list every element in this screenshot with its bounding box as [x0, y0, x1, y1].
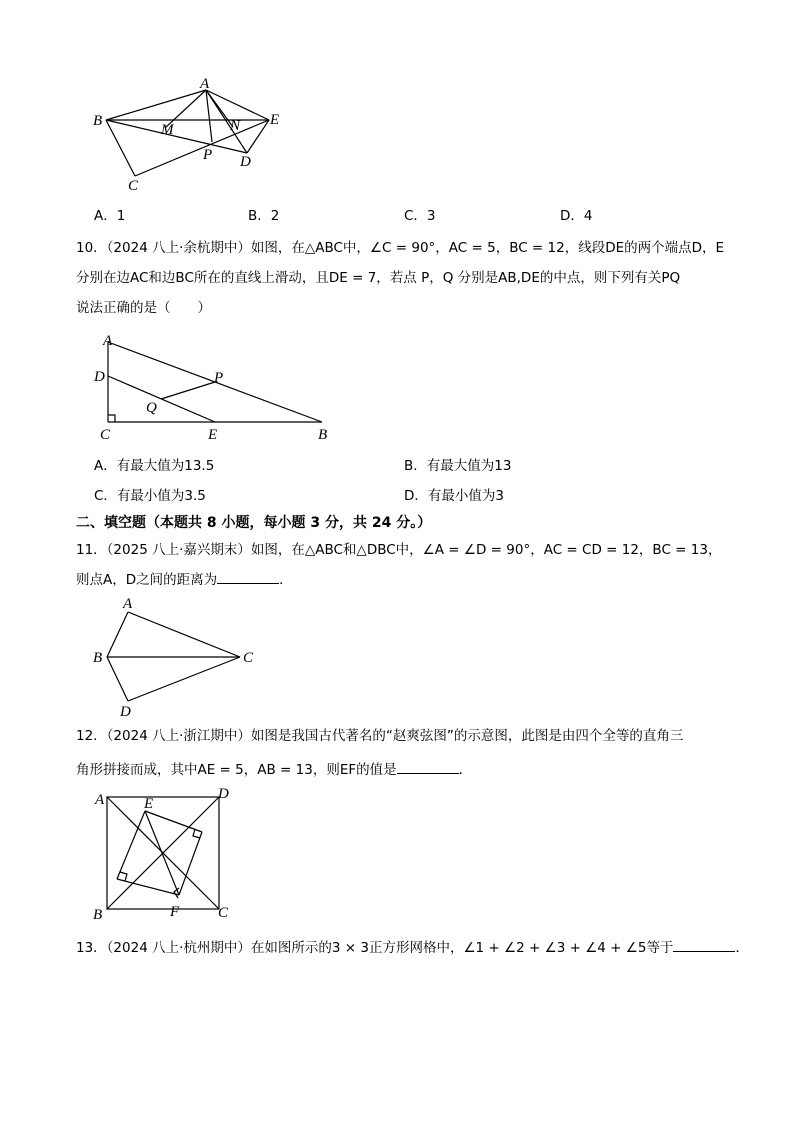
label-p: P: [203, 147, 213, 163]
label-d: D: [240, 154, 251, 170]
q10-option-b: B．有最大值为13: [404, 458, 512, 474]
q12-line-1: 12．（2024 八上·浙江期中）如图是我国古代著名的“赵爽弦图”的示意图，此图是由四个全等的直角三: [76, 728, 684, 744]
q10-line-2: 分别在边AC和边BC所在的直线上滑动，且DE = 7，若点 P，Q 分别是AB,DE的中点，则下列有关PQ: [76, 270, 681, 286]
label-d: D: [218, 786, 229, 802]
label-e: E: [270, 112, 280, 128]
label-n: N: [230, 118, 241, 134]
label-c: C: [243, 650, 254, 666]
figure-q11: [90, 596, 270, 721]
answer-blank: [397, 759, 459, 774]
label-a: A: [95, 792, 105, 808]
label-e: E: [208, 427, 218, 443]
figure-q9: [85, 78, 295, 193]
period: ．: [458, 762, 473, 778]
answer-blank: [673, 937, 735, 952]
answer-blank: [217, 569, 279, 584]
q13-line-1: [76, 937, 749, 958]
q12-text: 角形拼接而成，其中AE = 5，AB = 13，则EF的值是: [76, 762, 397, 778]
label-a: A: [200, 78, 210, 92]
q9-option-a: A．1: [94, 208, 126, 224]
label-p: P: [214, 370, 224, 386]
label-a: A: [103, 333, 113, 349]
label-c: C: [218, 905, 229, 921]
q9-option-b: B．2: [248, 208, 280, 224]
period: ．: [735, 940, 749, 956]
label-f: F: [170, 904, 180, 920]
q10-line-1: 10．（2024 八上·余杭期中）如图，在△ABC中，∠C = 90°，AC = 5，BC = 12，线段DE的两个端点D，E: [76, 240, 725, 256]
label-q: Q: [146, 400, 157, 416]
label-b: B: [93, 650, 103, 666]
label-e: E: [144, 796, 154, 812]
q10-line-3: 说法正确的是（ ）: [76, 300, 211, 316]
q13-text: 13．（2024 八上·杭州期中）在如图所示的3 × 3正方形网格中，∠1 + ∠2 + ∠3 + ∠4 + ∠5等于: [76, 940, 674, 956]
q9-option-d: D．4: [560, 208, 593, 224]
label-d: D: [94, 369, 105, 385]
label-b: B: [93, 907, 103, 923]
label-c: C: [128, 178, 139, 193]
label-c: C: [100, 427, 111, 443]
q10-option-a: A．有最大值为13.5: [94, 458, 215, 474]
q11-line-2: [76, 569, 293, 590]
period: ．: [279, 572, 293, 588]
q10-option-d: D．有最小值为3: [404, 488, 504, 504]
figure-q10: [90, 330, 350, 445]
label-b: B: [93, 113, 103, 129]
label-b: B: [318, 427, 328, 443]
q10-option-c: C．有最小值为3.5: [94, 488, 206, 504]
q12-line-2: [76, 759, 472, 780]
q11-line-1: 11．（2025 八上·嘉兴期末）如图，在△ABC和△DBC中，∠A = ∠D = 90°，AC = CD = 12，BC = 13，: [76, 542, 722, 558]
q11-text: 则点A，D之间的距离为: [76, 572, 218, 588]
label-m: M: [161, 122, 174, 138]
figure-q12: [90, 786, 240, 926]
label-a: A: [123, 596, 133, 612]
label-d: D: [120, 704, 131, 720]
section-heading-fill-in: 二、填空题（本题共 8 小题，每小题 3 分，共 24 分。）: [76, 515, 432, 531]
q9-option-c: C．3: [404, 208, 436, 224]
